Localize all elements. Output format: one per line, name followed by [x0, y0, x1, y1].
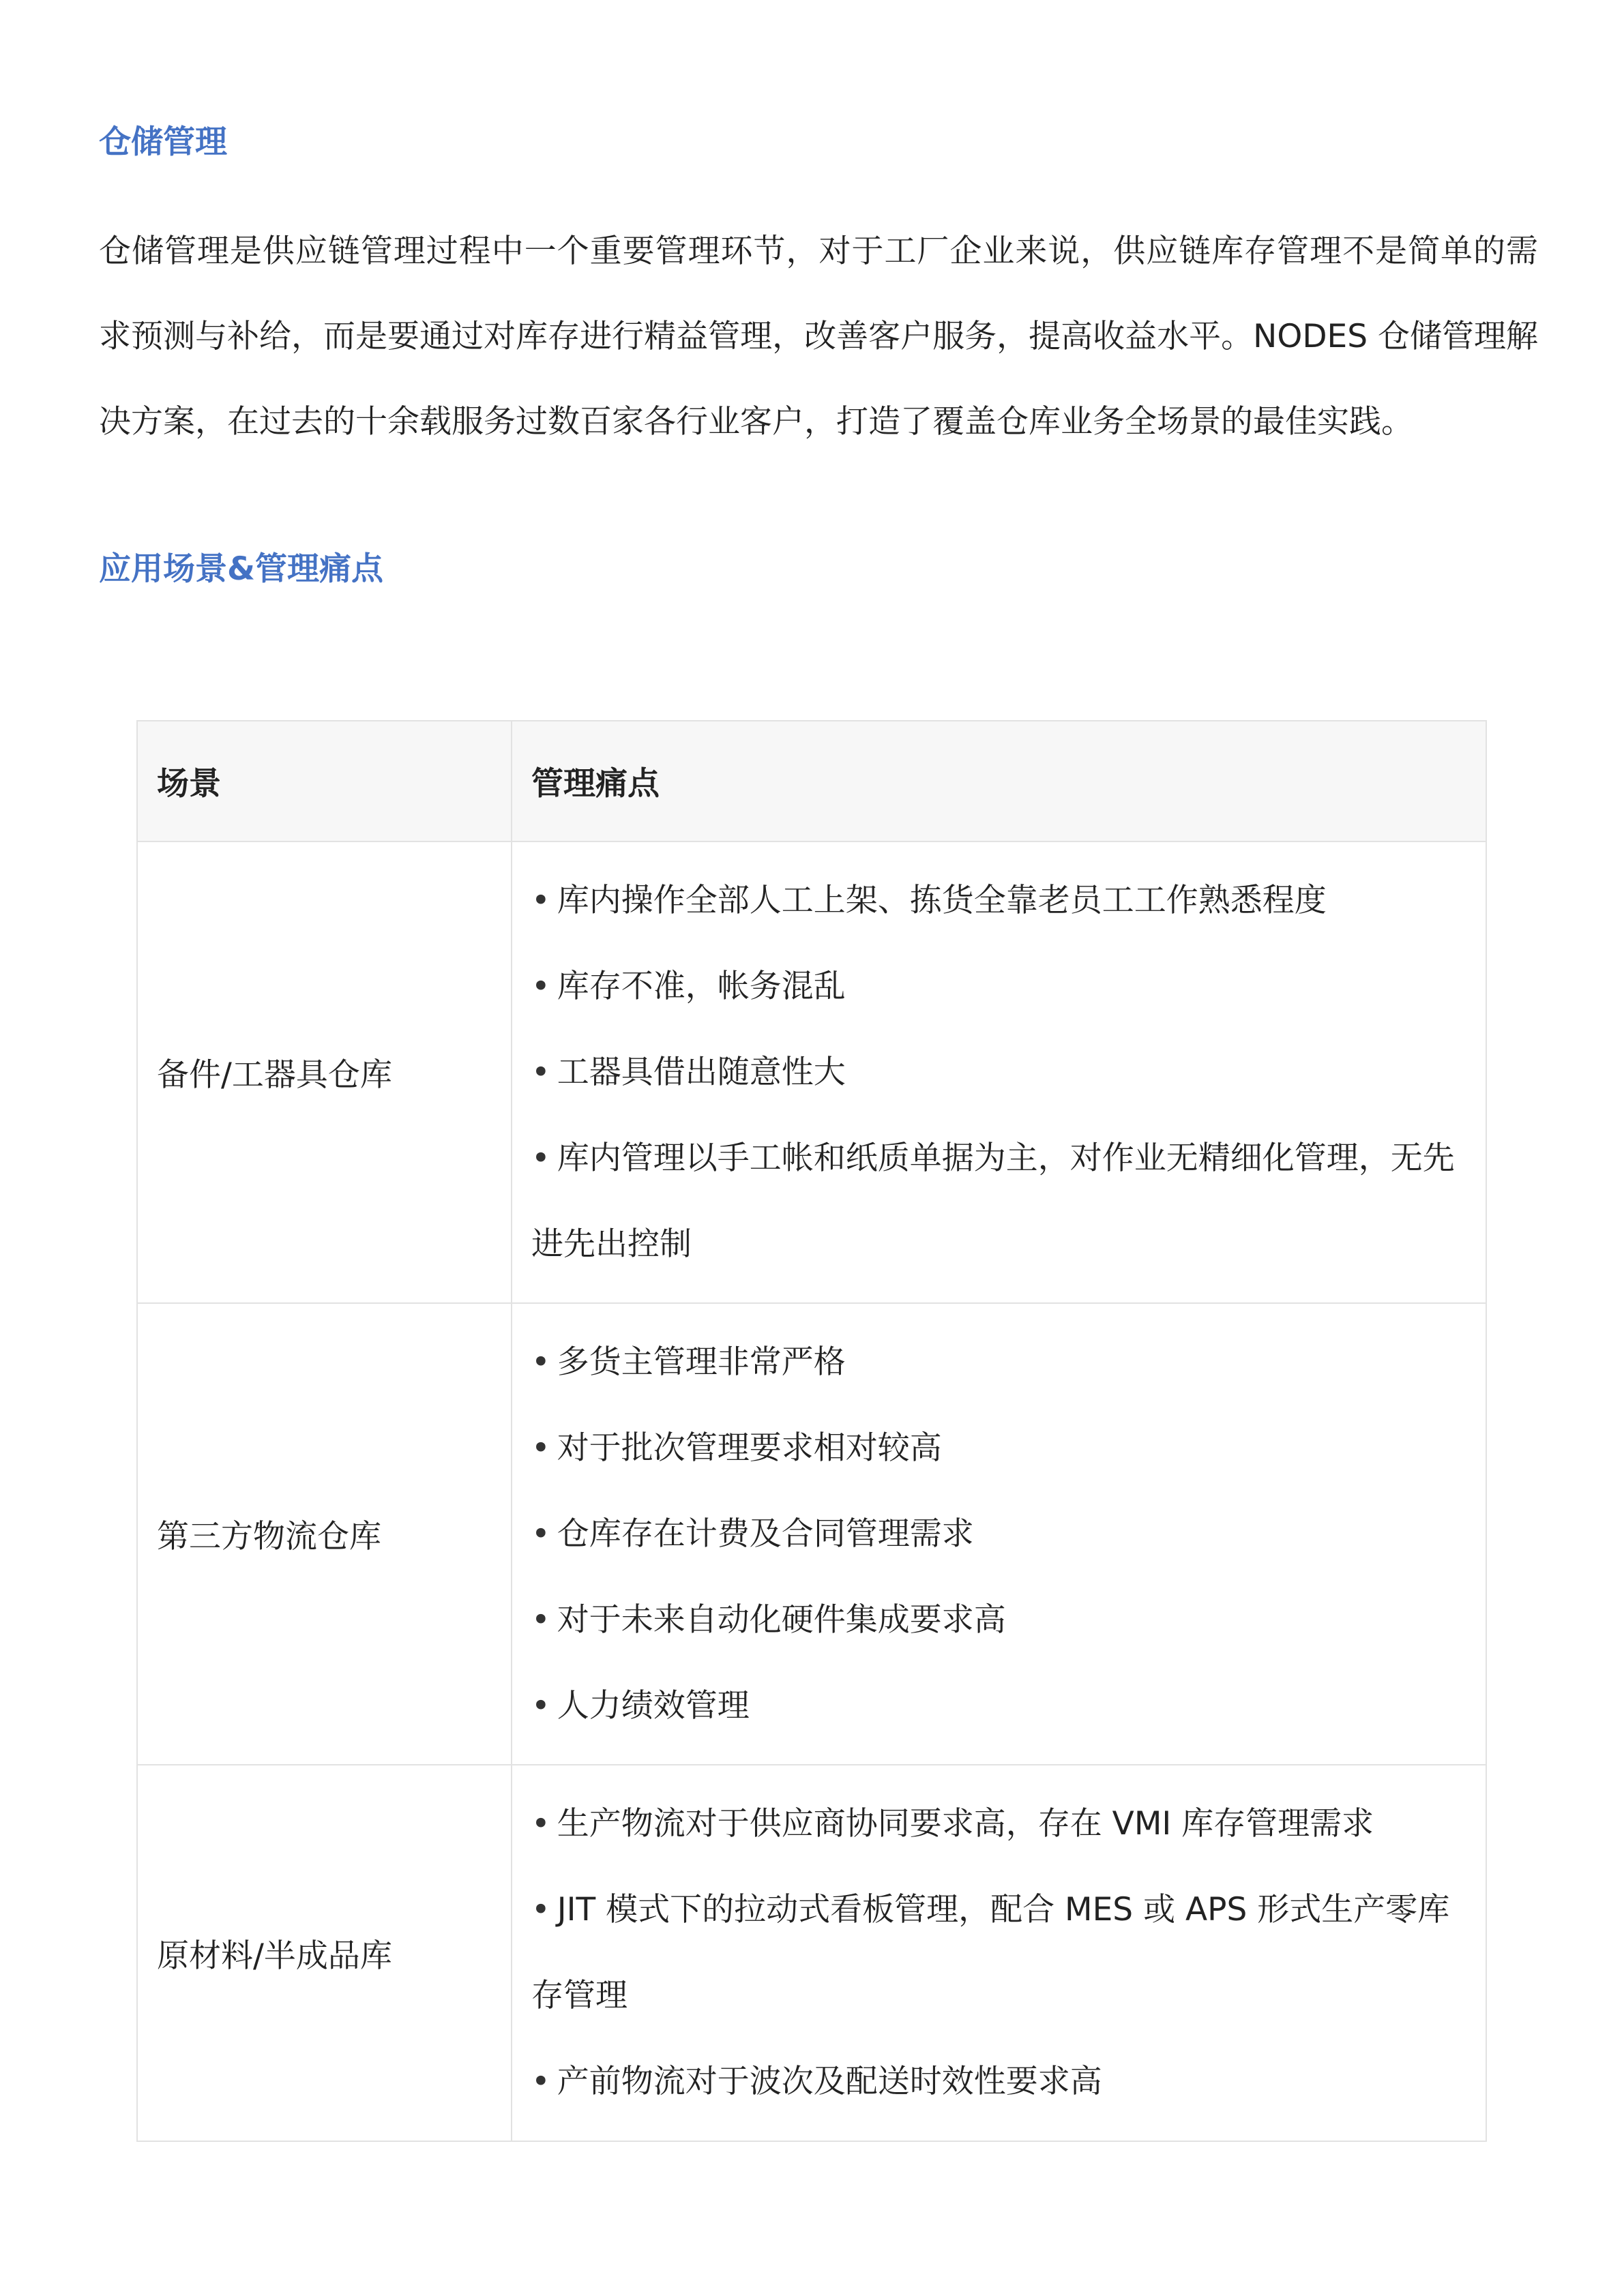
pain-cell: [512, 1303, 1486, 1765]
table-row: [137, 1765, 1486, 2141]
bullet-icon: •: [531, 1686, 550, 1725]
header-scene: 场景: [137, 721, 512, 841]
section-heading-warehouse: 仓储管理: [99, 123, 227, 161]
bullet-icon: •: [531, 1600, 550, 1639]
bullet-icon: •: [531, 1891, 550, 1928]
pain-point: • 库内操作全部人工上架、拣货全靠老员工工作熟悉程度: [531, 881, 1327, 919]
bullet-icon: •: [531, 1053, 550, 1091]
pain-point: • JIT 模式下的拉动式看板管理，配合 MES 或 APS 形式生产零库存管理: [531, 1891, 1450, 2014]
bullet-icon: •: [531, 1429, 550, 1467]
table-header-row: [137, 721, 1486, 841]
bullet-icon: •: [531, 1805, 550, 1843]
pain-point: • 生产物流对于供应商协同要求高，存在 VMI 库存管理需求: [531, 1805, 1374, 1843]
pain-point: • 库内管理以手工帐和纸质单据为主，对作业无精细化管理，无先进先出控制: [531, 1139, 1455, 1263]
pain-point: • 多货主管理非常严格: [531, 1343, 846, 1381]
scene-cell: 原材料/半成品库: [137, 1765, 512, 2141]
bullet-icon: •: [531, 967, 550, 1005]
pain-cell: [512, 841, 1486, 1303]
pain-point: • 仓库存在计费及合同管理需求: [531, 1515, 974, 1553]
scenario-pain-table: [136, 720, 1487, 2142]
pain-point: • 库存不准，帐务混乱: [531, 967, 846, 1005]
header-pain: 管理痛点: [512, 721, 1486, 841]
bullet-icon: •: [531, 881, 550, 919]
section-heading-scenarios: 应用场景&管理痛点: [99, 550, 383, 588]
table-row: [137, 1303, 1486, 1765]
document-page: [99, 0, 1538, 2296]
bullet-icon: •: [531, 1343, 550, 1381]
pain-cell: [512, 1765, 1486, 2141]
scene-cell: 备件/工器具仓库: [137, 841, 512, 1303]
pain-point: • 产前物流对于波次及配送时效性要求高: [531, 2063, 1102, 2100]
bullet-icon: •: [531, 1515, 550, 1553]
pain-point: • 人力绩效管理: [531, 1686, 750, 1725]
pain-point: • 对于未来自动化硬件集成要求高: [531, 1600, 1006, 1639]
bullet-icon: •: [531, 2063, 550, 2100]
pain-point: • 工器具借出随意性大: [531, 1053, 846, 1091]
pain-point: • 对于批次管理要求相对较高: [531, 1429, 942, 1467]
bullet-icon: •: [531, 1139, 550, 1177]
scene-cell: 第三方物流仓库: [137, 1303, 512, 1765]
intro-paragraph: 仓储管理是供应链管理过程中一个重要管理环节，对于工厂企业来说，供应链库存管理不是简单的需求预测与补给，而是要通过对库存进行精益管理，改善客户服务，提高收益水平。NODES 仓储管理解决方案，在过去的十余载服务过数百家各行业客户，打造了覆盖仓库业务全场景的最佳实践。: [99, 233, 1538, 441]
table-row: [137, 841, 1486, 1303]
